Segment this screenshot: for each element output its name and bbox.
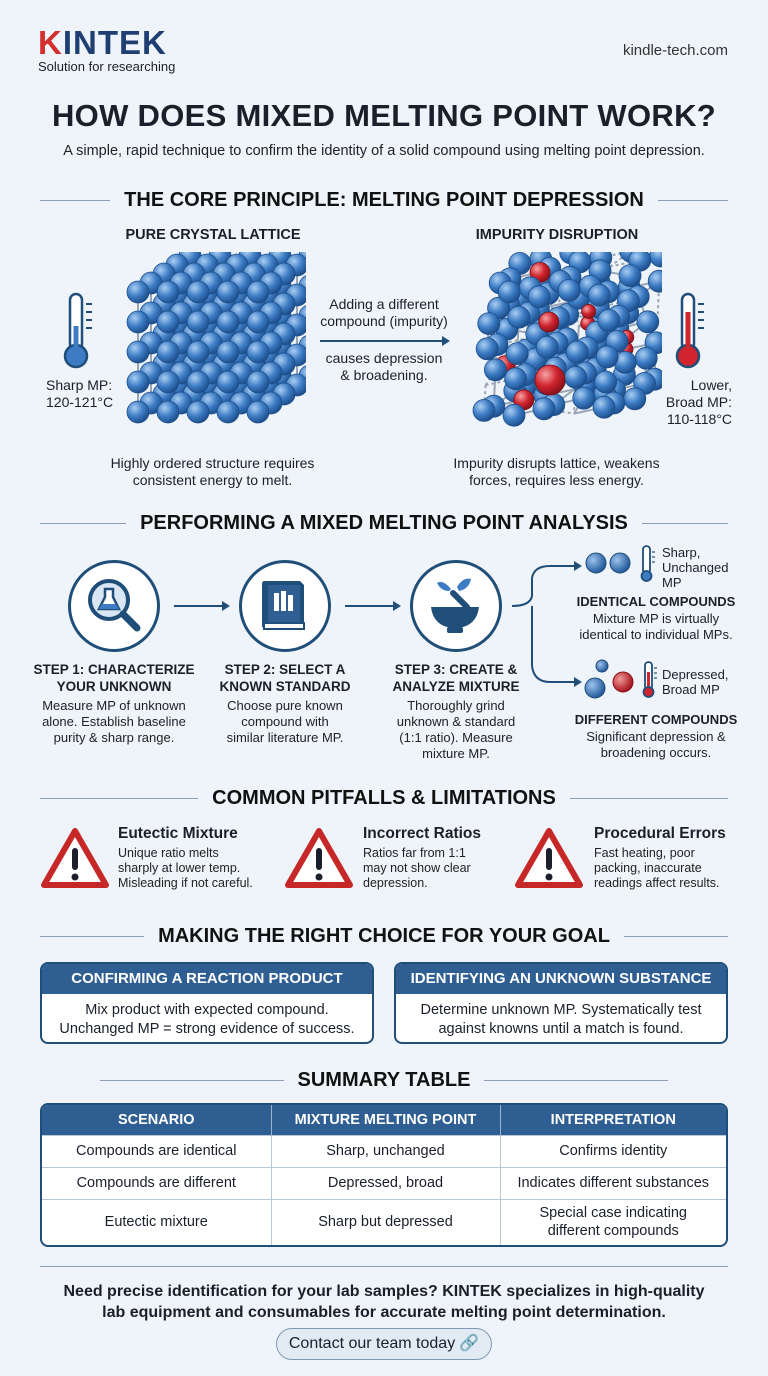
- identical-spheres-icon: [584, 548, 634, 578]
- link-icon: 🔗: [459, 1335, 480, 1352]
- divider: [40, 1266, 728, 1267]
- pure-mp-label: Sharp MP: 120-121°C: [46, 377, 114, 410]
- section-summary-heading: [40, 1068, 728, 1092]
- table-row: [42, 1199, 726, 1245]
- table-cell: Depressed, broad: [271, 1167, 500, 1199]
- different-title: DIFFERENT COMPOUNDS: [574, 712, 738, 727]
- section-analysis-heading: [40, 511, 728, 535]
- different-mp-label: Depressed, Broad MP: [662, 667, 729, 697]
- contact-button-label: Contact our team today: [288, 1335, 456, 1352]
- table-cell: Confirms identity: [500, 1135, 726, 1167]
- goal-card-title: IDENTIFYING AN UNKNOWN SUBSTANCE: [396, 964, 726, 994]
- step-1-text: Measure MP of unknown alone. Establish baseline purity & sharp range.: [42, 698, 186, 745]
- column-header: SCENARIO: [42, 1105, 271, 1135]
- impure-caption: Impurity disrupts lattice, weakens forces, requires less energy.: [453, 455, 660, 488]
- identical-title: IDENTICAL COMPOUNDS: [576, 594, 736, 609]
- section-core-heading: [40, 188, 728, 212]
- section-choice-heading: [40, 924, 728, 948]
- step-1-circle: [68, 560, 160, 652]
- section-title: SUMMARY TABLE: [297, 1068, 471, 1091]
- goal-card-reaction-product: [40, 962, 374, 1044]
- table-cell: Sharp but depressed: [271, 1199, 500, 1245]
- arrow-right-icon: [318, 335, 452, 347]
- page-title: HOW DOES MIXED MELTING POINT WORK?: [51, 98, 717, 133]
- table-cell: Compounds are identical: [42, 1135, 271, 1167]
- table-cell: Eutectic mixture: [42, 1199, 271, 1245]
- step-3-text: Thoroughly grind unknown & standard (1:1 ratio). Measure mixture MP.: [396, 698, 516, 761]
- table-row: [42, 1135, 726, 1167]
- section-title: PERFORMING A MIXED MELTING POINT ANALYSIS: [140, 511, 628, 534]
- impurity-lattice-diagram: [462, 252, 662, 442]
- site-link[interactable]: kindle-tech.com: [622, 42, 728, 59]
- goal-card-body: Determine unknown MP. Systematically test against knowns until a match is found.: [420, 1002, 702, 1037]
- thermometer-cool-icon: [58, 290, 102, 372]
- pure-crystal-lattice-diagram: [116, 252, 306, 442]
- goal-card-title: CONFIRMING A REACTION PRODUCT: [42, 964, 372, 994]
- page-subtitle: A simple, rapid technique to confirm the identity of a solid compound using melting point depression.: [63, 143, 705, 159]
- table-cell: Special case indicating different compounds: [500, 1199, 726, 1245]
- section-title: COMMON PITFALLS & LIMITATIONS: [212, 786, 556, 809]
- thermometer-hot-icon: [670, 290, 714, 372]
- different-text: Significant depression & broadening occurs.: [586, 729, 726, 760]
- book-icon: [242, 563, 328, 649]
- goal-card-body: Mix product with expected compound. Unchanged MP = strong evidence of success.: [59, 1002, 355, 1037]
- thermometer-small-icon: [638, 544, 656, 584]
- column-header: MIXTURE MELTING POINT: [271, 1105, 500, 1135]
- warning-icon: [514, 826, 584, 890]
- summary-table: [40, 1103, 728, 1247]
- step-3-circle: [410, 560, 502, 652]
- table-header-row: [42, 1105, 726, 1135]
- tagline: Solution for researching: [38, 59, 176, 74]
- section-pitfalls-heading: [40, 786, 728, 810]
- step-1-title: STEP 1: CHARACTERIZE YOUR UNKNOWN: [33, 662, 195, 694]
- table-cell: Compounds are different: [42, 1167, 271, 1199]
- pure-lattice-title: PURE CRYSTAL LATTICE: [125, 227, 301, 243]
- logo-text: INTEK: [62, 24, 167, 61]
- identical-mp-label: Sharp, Unchanged MP: [662, 545, 729, 590]
- table-cell: Sharp, unchanged: [271, 1135, 500, 1167]
- step-arrow-icon: [343, 600, 403, 612]
- cta-text: Need precise identification for your lab samples? KINTEK specializes in high-quality lab equipment and consumables for accurate melting point determination.: [63, 1283, 705, 1321]
- arrow-bottom-text: causes depression & broadening.: [325, 350, 443, 383]
- impure-mp-label: Lower, Broad MP: 110-118°C: [665, 377, 732, 427]
- step-2-circle: [239, 560, 331, 652]
- step-arrow-icon: [172, 600, 232, 612]
- pitfall-2-text: Ratios far from 1:1 may not show clear depression.: [363, 846, 471, 890]
- pitfall-1-title: Eutectic Mixture: [118, 825, 238, 842]
- column-header: INTERPRETATION: [500, 1105, 726, 1135]
- kintek-logo: KINTEK: [38, 24, 167, 61]
- pitfall-3-text: Fast heating, poor packing, inaccurate readings affect results.: [594, 846, 720, 890]
- magnifier-flask-icon: [71, 563, 157, 649]
- impurity-title: IMPURITY DISRUPTION: [475, 227, 639, 243]
- thermometer-small-hot-icon: [640, 660, 658, 700]
- mortar-pestle-icon: [413, 563, 499, 649]
- different-spheres-icon: [582, 658, 638, 700]
- step-2-title: STEP 2: SELECT A KNOWN STANDARD: [219, 662, 351, 694]
- goal-card-unknown-substance: [394, 962, 728, 1044]
- contact-button[interactable]: [276, 1328, 492, 1360]
- pitfall-3-title: Procedural Errors: [594, 825, 726, 842]
- step-3-title: STEP 3: CREATE & ANALYZE MIXTURE: [392, 662, 520, 694]
- arrow-top-text: Adding a different compound (impurity): [320, 296, 448, 329]
- warning-icon: [40, 826, 110, 890]
- pitfall-1-text: Unique ratio melts sharply at lower temp. Misleading if not careful.: [118, 846, 253, 890]
- identical-text: Mixture MP is virtually identical to individual MPs.: [579, 611, 733, 642]
- section-title: MAKING THE RIGHT CHOICE FOR YOUR GOAL: [158, 924, 610, 947]
- table-row: [42, 1167, 726, 1199]
- pure-caption: Highly ordered structure requires consistent energy to melt.: [110, 455, 315, 488]
- warning-icon: [284, 826, 354, 890]
- table-cell: Indicates different substances: [500, 1167, 726, 1199]
- pitfall-2-title: Incorrect Ratios: [363, 825, 482, 842]
- section-title: THE CORE PRINCIPLE: MELTING POINT DEPRESSION: [124, 188, 644, 211]
- step-2-text: Choose pure known compound with similar literature MP.: [226, 698, 344, 745]
